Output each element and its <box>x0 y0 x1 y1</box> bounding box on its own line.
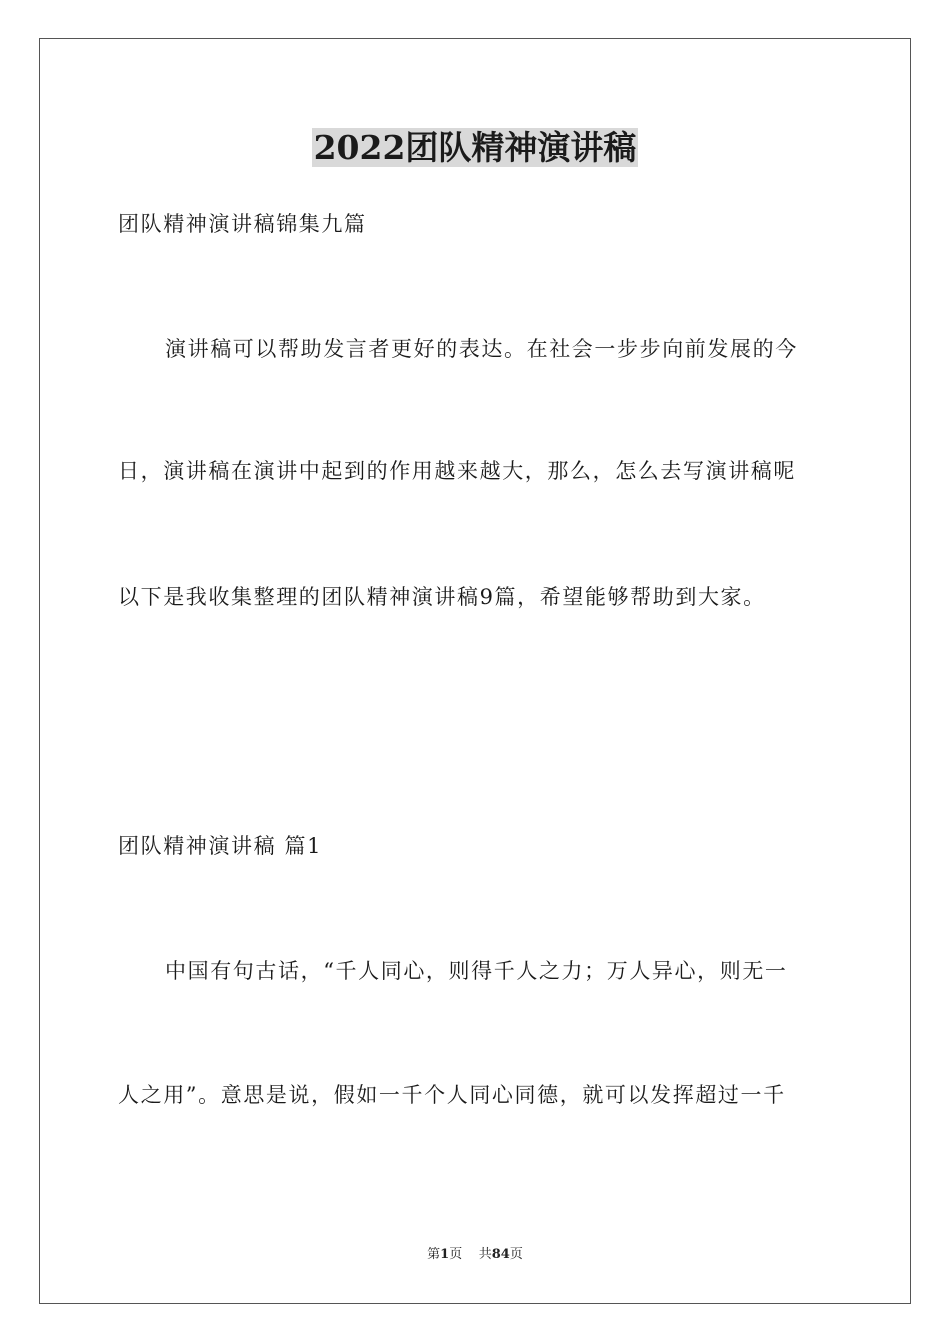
intro-line-2: 日，演讲稿在演讲中起到的作用越来越大，那么，怎么去写演讲稿呢 <box>118 459 796 483</box>
footer-total-prefix: 共 <box>478 1247 492 1262</box>
section-heading: 团队精神演讲稿 篇1 <box>118 834 323 858</box>
section-line-2: 人之用”。意思是说，假如一千个人同心同德，就可以发挥超过一千 <box>118 1083 786 1107</box>
footer-total-pages: 84 <box>491 1247 510 1262</box>
document-title <box>0 128 950 168</box>
document-subtitle: 团队精神演讲稿锦集九篇 <box>118 212 367 236</box>
document-title-text: 2022团队精神演讲稿 <box>313 128 637 167</box>
page-footer <box>0 1246 950 1264</box>
footer-page-prefix: 第 <box>427 1247 441 1262</box>
footer-page-suffix: 页 <box>449 1247 463 1262</box>
intro-line-1: 演讲稿可以帮助发言者更好的表达。在社会一步步向前发展的今 <box>165 337 798 361</box>
intro-line-3: 以下是我收集整理的团队精神演讲稿9篇，希望能够帮助到大家。 <box>118 585 766 609</box>
footer-page-number: 1 <box>440 1247 450 1262</box>
footer-total-suffix: 页 <box>509 1247 523 1262</box>
section-line-1: 中国有句古话，“千人同心，则得千人之力；万人异心，则无一 <box>165 959 788 983</box>
